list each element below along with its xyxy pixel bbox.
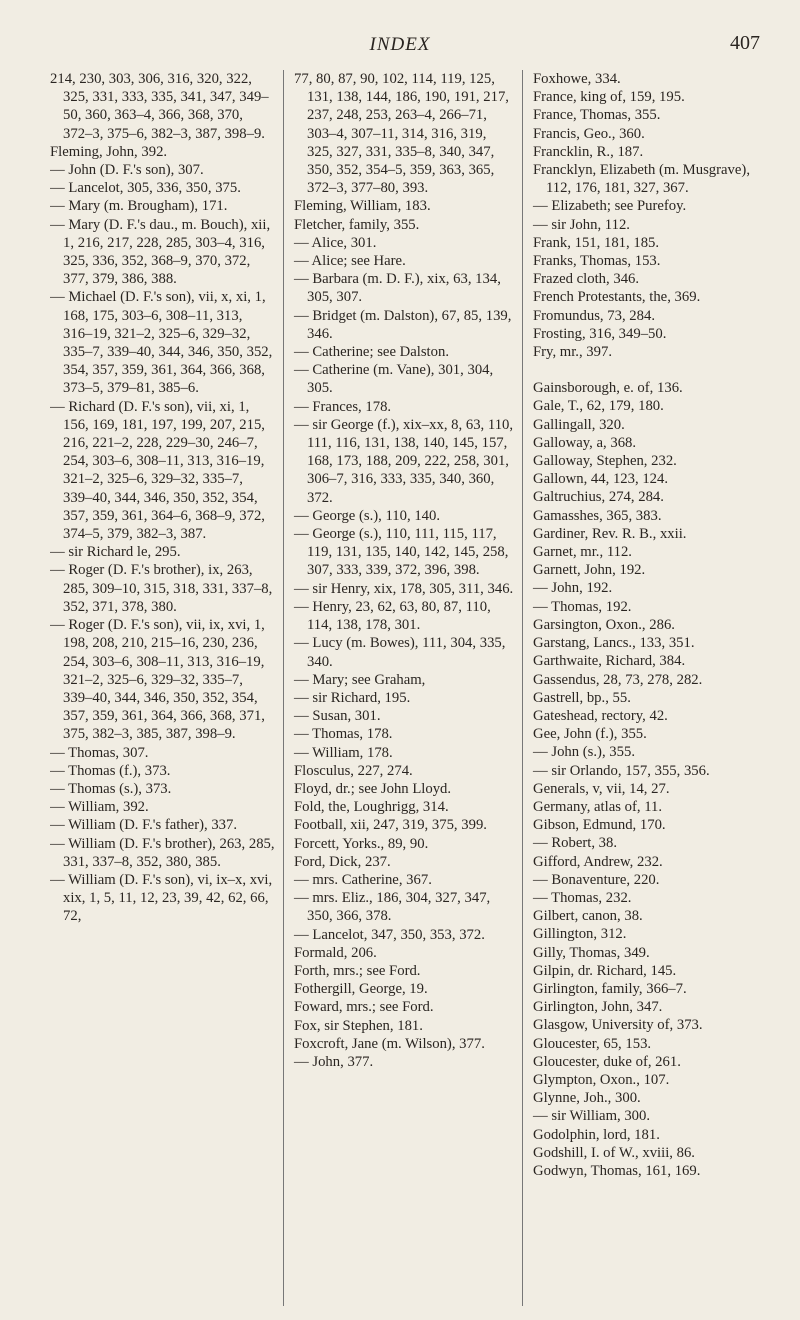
index-entry: Gale, T., 62, 179, 180. xyxy=(533,398,664,415)
index-entry: Garnet, mr., 112. xyxy=(533,544,632,561)
index-entry: — sir George (f.), xix–xx, 8, 63, 110, 111, 116, 131, 138, 140, 145, 157, 168, 173, 188, 209, 222, 258, 301, 306–7, 316, 333, 335, 340, 360, 372. xyxy=(294,416,514,506)
index-entry: Foward, mrs.; see Ford. xyxy=(294,999,434,1016)
index-entry: Garnett, John, 192. xyxy=(533,562,646,579)
index-entry: — Roger (D. F.'s son), vii, ix, xvi, 1, 198, 208, 210, 215–16, 230, 236, 254, 303–6, 308–11, 313, 316–19, 321–2, 325–6, 329–32, 335–7, 339–40, 344, 346, 350, 352, 354, 357, 359, 361, 364, 366, 368, 371, 375, 382–3, 385, 387, 398–9. xyxy=(50,617,265,743)
index-column-1 xyxy=(50,70,283,1306)
index-entry: — Bonaventure, 220. xyxy=(533,871,660,888)
index-entry: Fleming, John, 392. xyxy=(50,143,168,160)
index-entry: Germany, atlas of, 11. xyxy=(533,798,663,815)
index-entry: France, king of, 159, 195. xyxy=(533,89,685,106)
index-entry: Girlington, John, 347. xyxy=(533,999,663,1016)
index-entry: Gateshead, rectory, 42. xyxy=(533,707,668,724)
index-entry: Fromundus, 73, 284. xyxy=(533,307,655,324)
index-entry: 77, 80, 87, 90, 102, 114, 119, 125, 131, 138, 144, 186, 190, 191, 217, 237, 248, 253, 263–4, 266–71, 303–4, 307–11, 314, 316, 319, 325, 327, 331, 335–8, 340, 347, 350, 352, 354–5, 359, 363, 365, 372–3, 377–80, 393. xyxy=(294,71,509,197)
index-entry: 214, 230, 303, 306, 316, 320, 322, 325, 331, 333, 335, 341, 347, 349–50, 360, 363–4, 366, 368, 370, 372–3, 375–6, 382–3, 387, 398–9. xyxy=(50,71,269,142)
index-entry: — Roger (D. F.'s brother), ix, 263, 285, 309–10, 315, 318, 331, 337–8, 352, 371, 378, 380. xyxy=(50,562,273,615)
index-entry: Galtruchius, 274, 284. xyxy=(533,489,664,506)
index-entry: Gamasshes, 365, 383. xyxy=(533,507,662,524)
index-entry: France, Thomas, 355. xyxy=(533,107,661,124)
index-entry: Gee, John (f.), 355. xyxy=(533,726,647,743)
index-entry: Glynne, Joh., 300. xyxy=(533,1090,641,1107)
page-number: 407 xyxy=(730,32,760,54)
index-entry: — William (D. F.'s brother), 263, 285, 331, 337–8, 352, 380, 385. xyxy=(50,835,275,870)
index-column-2 xyxy=(283,70,522,1306)
index-entry: — Catherine (m. Vane), 301, 304, 305. xyxy=(294,362,494,397)
index-entry: Fry, mr., 397. xyxy=(533,344,613,361)
index-entry: Garsington, Oxon., 286. xyxy=(533,616,675,633)
index-entry: — Alice, 301. xyxy=(294,234,377,251)
index-entry: Formald, 206. xyxy=(294,944,377,961)
index-entry: — Michael (D. F.'s son), vii, x, xi, 1, 168, 175, 303–6, 308–11, 313, 316–19, 321–2, 325–6, 329–32, 335–7, 339–40, 344, 346, 350, 352, 354, 357, 359, 361, 364, 366, 368, 373–5, 379–81, 385–6. xyxy=(50,289,273,397)
index-entry: — mrs. Eliz., 186, 304, 327, 347, 350, 366, 378. xyxy=(294,890,491,925)
index-entry: — Mary; see Graham, xyxy=(294,671,426,688)
index-entry: — Henry, 23, 62, 63, 80, 87, 110, 114, 138, 178, 301. xyxy=(294,598,491,634)
index-entry: — George (s.), 110, 111, 115, 117, 119, 131, 135, 140, 142, 145, 258, 307, 333, 339, 372, 396, 398. xyxy=(294,526,509,579)
index-column-3 xyxy=(522,70,762,1306)
index-entry: Francis, Geo., 360. xyxy=(533,125,645,142)
index-entry: Godshill, I. of W., xviii, 86. xyxy=(533,1144,695,1161)
index-entry: Godolphin, lord, 181. xyxy=(533,1126,660,1143)
index-entry: — sir Richard le, 295. xyxy=(50,544,181,561)
index-entry: — Thomas, 178. xyxy=(294,726,393,743)
index-entry: Glympton, Oxon., 107. xyxy=(533,1071,670,1088)
index-entry: — Mary (m. Brougham), 171. xyxy=(50,198,228,215)
index-entry: — sir Orlando, 157, 355, 356. xyxy=(533,762,710,779)
index-entry: Forcett, Yorks., 89, 90. xyxy=(294,835,429,852)
index-entry: Godwyn, Thomas, 161, 169. xyxy=(533,1162,701,1179)
index-entry: — Thomas (f.), 373. xyxy=(50,762,171,779)
index-entry: Gilbert, canon, 38. xyxy=(533,908,643,925)
index-entry: — John, 377. xyxy=(294,1053,374,1070)
index-entry: — Frances, 178. xyxy=(294,398,392,415)
index-entry: Galloway, Stephen, 232. xyxy=(533,453,677,470)
index-entry: Fleming, William, 183. xyxy=(294,198,431,215)
index-entry: Gallown, 44, 123, 124. xyxy=(533,471,669,488)
index-entry: Gibson, Edmund, 170. xyxy=(533,817,666,834)
index-entry: — Thomas, 192. xyxy=(533,598,632,615)
index-entry: French Protestants, the, 369. xyxy=(533,289,701,306)
index-entry: — mrs. Catherine, 367. xyxy=(294,871,432,888)
index-entry: Franks, Thomas, 153. xyxy=(533,253,661,270)
index-entry: — Barbara (m. D. F.), xix, 63, 134, 305, 307. xyxy=(294,271,501,306)
index-entry: Fletcher, family, 355. xyxy=(294,216,420,233)
index-entry: Garstang, Lancs., 133, 351. xyxy=(533,635,695,652)
index-entry: Gilpin, dr. Richard, 145. xyxy=(533,962,677,979)
index-entry: — Mary (D. F.'s dau., m. Bouch), xii, 1, 216, 217, 228, 285, 303–4, 316, 325, 336, 352, 368–9, 370, 372, 377, 379, 386, 388. xyxy=(50,216,271,288)
index-entry: Gifford, Andrew, 232. xyxy=(533,853,663,870)
index-entry: Floyd, dr.; see John Lloyd. xyxy=(294,780,452,797)
index-entry: Fothergill, George, 19. xyxy=(294,981,428,998)
index-entry: Foxhowe, 334. xyxy=(533,71,621,87)
index-entry: — sir Richard, 195. xyxy=(294,689,411,706)
index-entry: Francklin, R., 187. xyxy=(533,143,644,160)
index-entry: — Lancelot, 347, 350, 353, 372. xyxy=(294,926,485,943)
index-entry: — Thomas, 307. xyxy=(50,744,149,761)
index-entry: — Robert, 38. xyxy=(533,835,618,852)
index-entry: — sir John, 112. xyxy=(533,216,630,233)
index-entry: — Lancelot, 305, 336, 350, 375. xyxy=(50,180,241,197)
index-entry: Francklyn, Elizabeth (m. Musgrave), 112, 176, 181, 327, 367. xyxy=(533,162,750,197)
index-entry: — Bridget (m. Dalston), 67, 85, 139, 346. xyxy=(294,307,512,342)
index-entry: Gastrell, bp., 55. xyxy=(533,689,631,706)
index-entry: — Thomas, 232. xyxy=(533,889,632,906)
index-entry: Frosting, 316, 349–50. xyxy=(533,325,667,342)
index-columns xyxy=(50,70,762,1306)
index-entry: — William (D. F.'s father), 337. xyxy=(50,817,238,834)
index-entry: — John (s.), 355. xyxy=(533,744,635,761)
index-entry: — William, 392. xyxy=(50,799,149,816)
index-entry: — sir Henry, xix, 178, 305, 311, 346. xyxy=(294,580,514,597)
index-entry: — John (D. F.'s son), 307. xyxy=(50,162,204,179)
index-entry: Gainsborough, e. of, 136. xyxy=(533,380,683,397)
index-entry: — Elizabeth; see Purefoy. xyxy=(533,198,687,215)
index-entry: — sir William, 300. xyxy=(533,1108,651,1125)
index-entry: Gassendus, 28, 73, 278, 282. xyxy=(533,671,703,688)
index-entry: Gilly, Thomas, 349. xyxy=(533,944,650,961)
index-entry: Garthwaite, Richard, 384. xyxy=(533,653,686,670)
index-entry: — Lucy (m. Bowes), 111, 304, 335, 340. xyxy=(294,635,506,670)
index-entry: Galloway, a, 368. xyxy=(533,434,637,451)
index-entry: Gardiner, Rev. R. B., xxii. xyxy=(533,525,687,542)
index-entry: Flosculus, 227, 274. xyxy=(294,762,413,779)
index-entry: Gillington, 312. xyxy=(533,926,627,943)
index-entry: Fold, the, Loughrigg, 314. xyxy=(294,799,449,816)
index-entry: — Susan, 301. xyxy=(294,708,381,725)
index-entry: Ford, Dick, 237. xyxy=(294,853,391,870)
index-entry: Frazed cloth, 346. xyxy=(533,271,640,288)
index-entry: — Alice; see Hare. xyxy=(294,253,406,270)
index-entry: — John, 192. xyxy=(533,580,613,597)
index-entry: Gallingall, 320. xyxy=(533,416,625,433)
index-entry: — William, 178. xyxy=(294,744,393,761)
index-entry: — Thomas (s.), 373. xyxy=(50,780,172,797)
index-entry: — William (D. F.'s son), vi, ix–x, xvi, xix, 1, 5, 11, 12, 23, 39, 42, 62, 66, 72, xyxy=(50,871,273,925)
page-header xyxy=(60,26,760,66)
index-entry xyxy=(533,361,762,379)
index-entry: Football, xii, 247, 319, 375, 399. xyxy=(294,817,487,834)
running-title: INDEX xyxy=(369,34,431,55)
index-entry: Gloucester, 65, 153. xyxy=(533,1035,652,1052)
index-entry: Fox, sir Stephen, 181. xyxy=(294,1017,423,1034)
index-entry: Gloucester, duke of, 261. xyxy=(533,1053,681,1070)
index-entry: Generals, v, vii, 14, 27. xyxy=(533,780,670,797)
index-entry: — Catherine; see Dalston. xyxy=(294,344,449,361)
index-entry: Frank, 151, 181, 185. xyxy=(533,234,660,251)
index-entry: Foxcroft, Jane (m. Wilson), 377. xyxy=(294,1035,485,1052)
index-entry: Forth, mrs.; see Ford. xyxy=(294,962,421,979)
index-entry: — Richard (D. F.'s son), vii, xi, 1, 156, 169, 181, 197, 199, 207, 215, 216, 221–2, 228, 229–30, 246–7, 254, 303–6, 308–11, 313, 316–19, 321–2, 325–6, 329–32, 335–7, 339–40, 344, 346, 350, 352, 354, 357, 359, 361, 364–6, 368–9, 372, 374–5, 379, 382–3, 387. xyxy=(50,398,265,543)
index-entry: — George (s.), 110, 140. xyxy=(294,507,441,524)
index-entry: Glasgow, University of, 373. xyxy=(533,1017,703,1034)
index-entry: Girlington, family, 366–7. xyxy=(533,980,687,997)
